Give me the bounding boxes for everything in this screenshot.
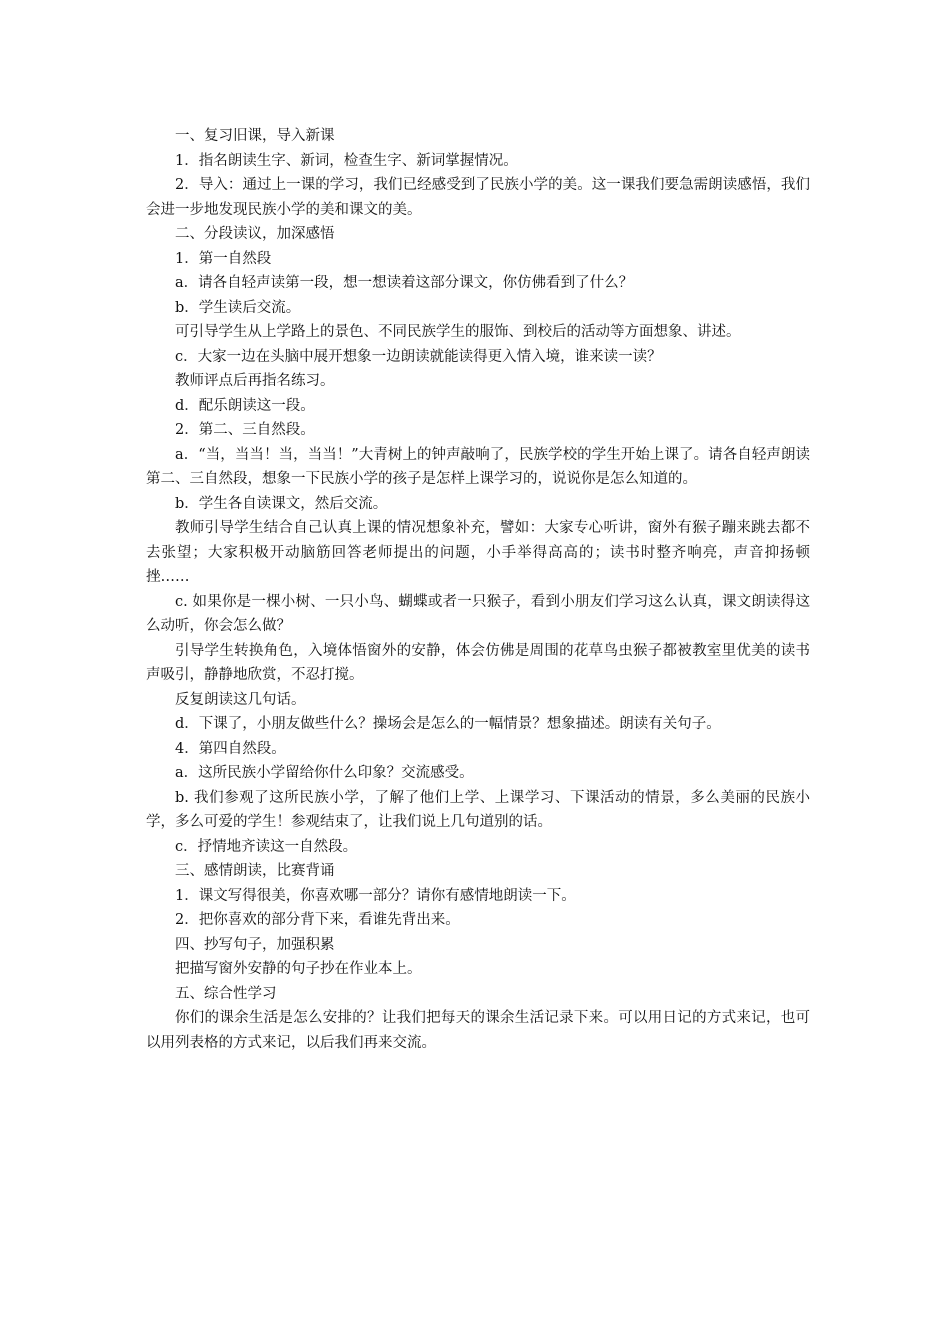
paragraph: d．下课了，小朋友做些什么？操场会是怎么的一幅情景？想象描述。朗读有关句子。	[175, 716, 721, 732]
paragraph: 1．第一自然段	[175, 250, 272, 267]
paragraph: 2．把你喜欢的部分背下来，看谁先背出来。	[175, 912, 460, 928]
paragraph: b．学生读后交流。	[175, 299, 301, 316]
paragraph: 2．导入：通过上一课的学习，我们已经感受到了民族小学的美。这一课我们要急需朗读感悟，我们会进一步地发现民族小学的美和课文的美。	[146, 177, 810, 218]
paragraph: a．这所民族小学留给你什么印象？交流感受。	[175, 765, 474, 781]
paragraph: 可引导学生从上学路上的景色、不同民族学生的服饰、到校后的活动等方面想象、讲述。	[175, 324, 741, 340]
section-heading-comprehensive: 五、综合性学习	[175, 985, 277, 1002]
paragraph: 4．第四自然段。	[175, 740, 286, 757]
paragraph: c. 如果你是一棵小树、一只小鸟、蝴蝶或者一只猴子，看到小朋友们学习这么认真，课文朗读得这么动听，你会怎么做？	[146, 593, 810, 634]
paragraph: 把描写窗外安静的句子抄在作业本上。	[175, 961, 422, 977]
section-heading-recitation: 三、感情朗读，比赛背诵	[175, 863, 335, 879]
paragraph: c．大家一边在头脑中展开想象一边朗读就能读得更入情入境，谁来读一读？	[175, 348, 662, 365]
paragraph: d．配乐朗读这一段。	[175, 397, 315, 414]
paragraph: 教师评点后再指名练习。	[175, 373, 335, 389]
section-heading-copying: 四、抄写句子，加强积累	[175, 936, 335, 953]
paragraph: a．“当，当当！当，当当！”大青树上的钟声敲响了，民族学校的学生开始上课了。请各自轻声朗读第二、三自然段，想象一下民族小学的孩子是怎样上课学习的，说说你是怎么知道的。	[146, 446, 810, 487]
paragraph: 反复朗读这几句话。	[175, 691, 306, 708]
section-heading-review: 一、复习旧课，导入新课	[175, 128, 335, 144]
paragraph: 教师引导学生结合自己认真上课的情况想象补充，譬如：大家专心听讲，窗外有猴子蹦来跳去都不去张望；大家积极开动脑筋回答老师提出的问题，小手举得高高的；读书时整齐响亮，声音抑扬顿挫……	[146, 520, 810, 585]
paragraph: b. 我们参观了这所民族小学，了解了他们上学、上课学习、下课活动的情景，多么美丽的民族小学，多么可爱的学生！参观结束了，让我们说上几句道别的话。	[146, 789, 810, 830]
paragraph: 2．第二、三自然段。	[175, 422, 315, 438]
paragraph: a．请各自轻声读第一段，想一想读着这部分课文，你仿佛看到了什么？	[175, 275, 634, 291]
paragraph: c．抒情地齐读这一自然段。	[175, 838, 358, 855]
paragraph: 引导学生转换角色，入境体悟窗外的安静，体会仿佛是周围的花草鸟虫猴子都被教室里优美的读书声吸引，静静地欣赏，不忍打搅。	[146, 642, 810, 683]
paragraph: 1．指名朗读生字、新词，检查生字、新词掌握情况。	[175, 152, 518, 169]
paragraph: 你们的课余生活是怎么安排的？让我们把每天的课余生活记录下来。可以用日记的方式来记，也可以用列表格的方式来记，以后我们再来交流。	[146, 1010, 810, 1051]
section-heading-reading: 二、分段读议，加深感悟	[175, 226, 335, 242]
paragraph: 1．课文写得很美，你喜欢哪一部分？请你有感情地朗读一下。	[175, 887, 576, 904]
document-page	[146, 124, 810, 1055]
paragraph: b．学生各自读课文，然后交流。	[175, 495, 388, 512]
